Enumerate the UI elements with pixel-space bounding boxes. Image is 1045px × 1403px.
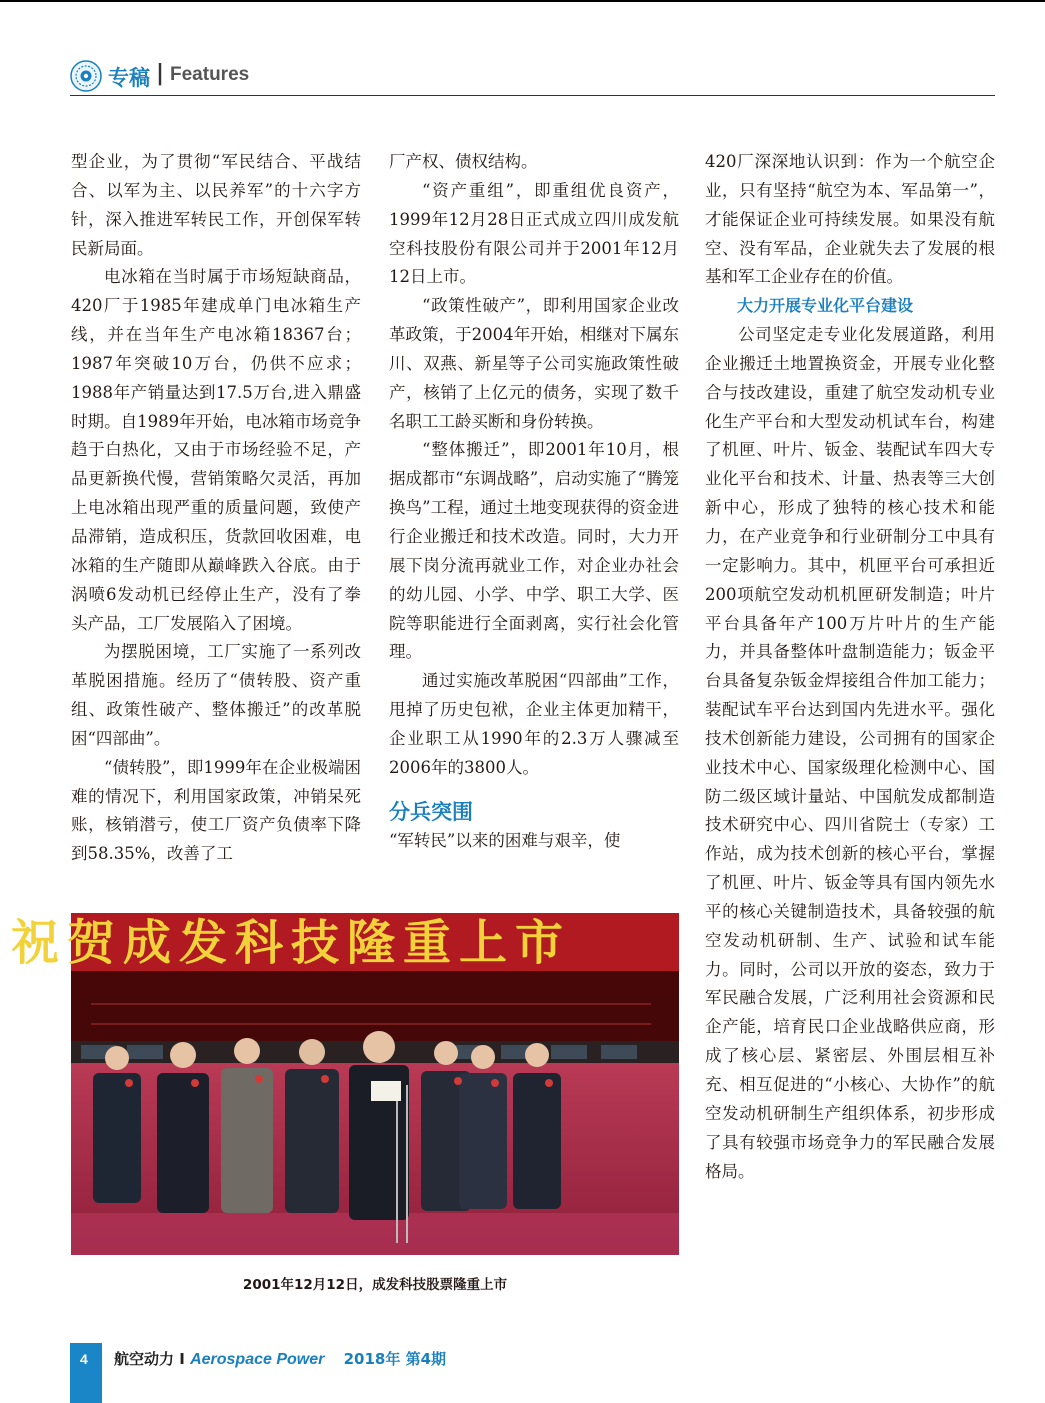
column-3 [705,148,995,1186]
footer-magazine-info [114,1348,446,1369]
section-title-cn: 专稿 [108,66,150,90]
magazine-name-cn: 航空动力 [114,1350,175,1368]
photo-caption: 2001年12月12日，成发科技股票隆重上市 [242,1277,508,1293]
page-header [70,60,995,98]
paragraph: 型企业，为了贯彻“军民结合、平战结合、以军为主、以民养军”的十六字方针，深入推进军转民工作，开创保军转民新局面。 [71,152,361,258]
subsection-heading: 大力开展专业化平台建设 [737,296,914,316]
section-logo-icon [70,60,102,92]
magazine-name-en: Aerospace Power [190,1351,325,1368]
paragraph: 420厂深深地认识到：作为一个航空企业，只有坚持“航空为本、军品第一”，才能保证企业可持续发展。如果没有航空、没有军品，企业就失去了发展的根基和军工企业存在的价值。 [705,152,995,287]
section-heading: 分兵突围 [389,799,473,824]
paragraph: “资产重组”，即重组优良资产，1999年12月28日正式成立四川成发航空科技股份有限公司并于2001年12月12日上市。 [389,180,679,287]
paragraph: “政策性破产”，即利用国家企业改革政策，于2004年开始，相继对下属东川、双燕、新星等子公司实施政策性破产，核销了上亿元的债务，实现了数千名职工工龄买断和身份转换。 [389,296,679,431]
paragraph: 通过实施改革脱困“四部曲”工作，甩掉了历史包袱，企业主体更加精干，企业职工从1990年的2.3万人骤减至2006年的3800人。 [389,671,679,777]
top-border-line [0,0,1045,2]
paragraph: 电冰箱在当时属于市场短缺商品，420厂于1985年建成单门电冰箱生产线，并在当年生产电冰箱18367台；1987年突破10万台，仍供不应求；1988年产销量达到17.5万台,进入鼎盛时期。自1989年开始，电冰箱市场竞争趋于白热化，又由于市场经验不足，产品更新换代慢，营销策略欠灵活，再加上电冰箱出现严重的质量问题，致使产品滞销，造成积压，货款回收困难，电冰箱的生产随即从巅峰跌入谷底。由于涡喷6发动机已经停止生产，没有了拳头产品，工厂发展陷入了困境。 [71,267,361,633]
issue-label: 2018年 第4期 [343,1350,447,1368]
page-number: 4 [80,1351,88,1367]
paragraph: “债转股”，即1999年在企业极端困难的情况下，利用国家政策，冲销呆死账，核销潜亏，使工厂资产负债率下降到58.35%，改善了工 [71,757,361,864]
paragraph: “整体搬迁”，即2001年10月，根据成都市“东调战略”，启动实施了“腾笼换鸟”工程，通过土地变现获得的资金进行企业搬迁和技术改造。同时，大力开展下岗分流再就业工作，对企业办社会的幼儿园、小学、中学、职工大学、医院等职能进行全面剥离，实行社会化管理。 [389,440,679,662]
banner-text: 祝贺成发科技隆重上市 [11,915,572,971]
paragraph: 为摆脱困境，工厂实施了一系列改革脱困措施。经历了“债转股、资产重组、政策性破产、整体搬迁”的改革脱困“四部曲”。 [71,642,361,748]
paragraph: 公司坚定走专业化发展道路，利用企业搬迁土地置换资金，开展专业化整合与技改建设，重建了航空发动机专业化生产平台和大型发动机试车台，构建了机匣、叶片、钣金、装配试车四大专业化平台和技术、计量、热表等三大创新中心，形成了独特的核心技术和能力，在产业竞争和行业研制分工中具有一定影响力。其中，机匣平台可承担近200项航空发动机机匣研发制造；叶片平台具备年产100万片叶片的生产能力，并具备整体叶盘制造能力；钣金平台具备复杂钣金焊接组合件加工能力；装配试车平台达到国内先进水平。强化技术创新能力建设，公司拥有的国家企业技术中心、国家级理化检测中心、国防二级区域计量站、中国航发成都制造技术研究中心、四川省院士（专家）工作站，成为技术创新的核心平台，掌握了机匣、叶片、钣金等具有国内领先水平的核心关键制造技术，具备较强的航空发动机研制、生产、试验和试车能力。同时，公司以开放的姿态，致力于军民融合发展，广泛利用社会资源和民企产能，培育民口企业战略供应商，形成了核心层、紧密层、外围层相互补充、相互促进的“小核心、大协作”的航空发动机研制生产组织体系，初步形成了具有较强市场竞争力的军民融合发展格局。 [705,325,995,1181]
section-separator: | [156,61,165,86]
listing-ceremony-photo [11,913,679,1255]
footer-separator: I [179,1350,185,1368]
section-title-en: Features [170,64,250,85]
paragraph: 厂产权、债权结构。 [389,152,538,171]
column-2 [389,148,679,855]
header-rule [70,95,995,96]
paragraph: “军转民”以来的困难与艰辛，使 [389,830,621,850]
column-1 [71,148,361,869]
photo-illustration [11,913,679,1255]
